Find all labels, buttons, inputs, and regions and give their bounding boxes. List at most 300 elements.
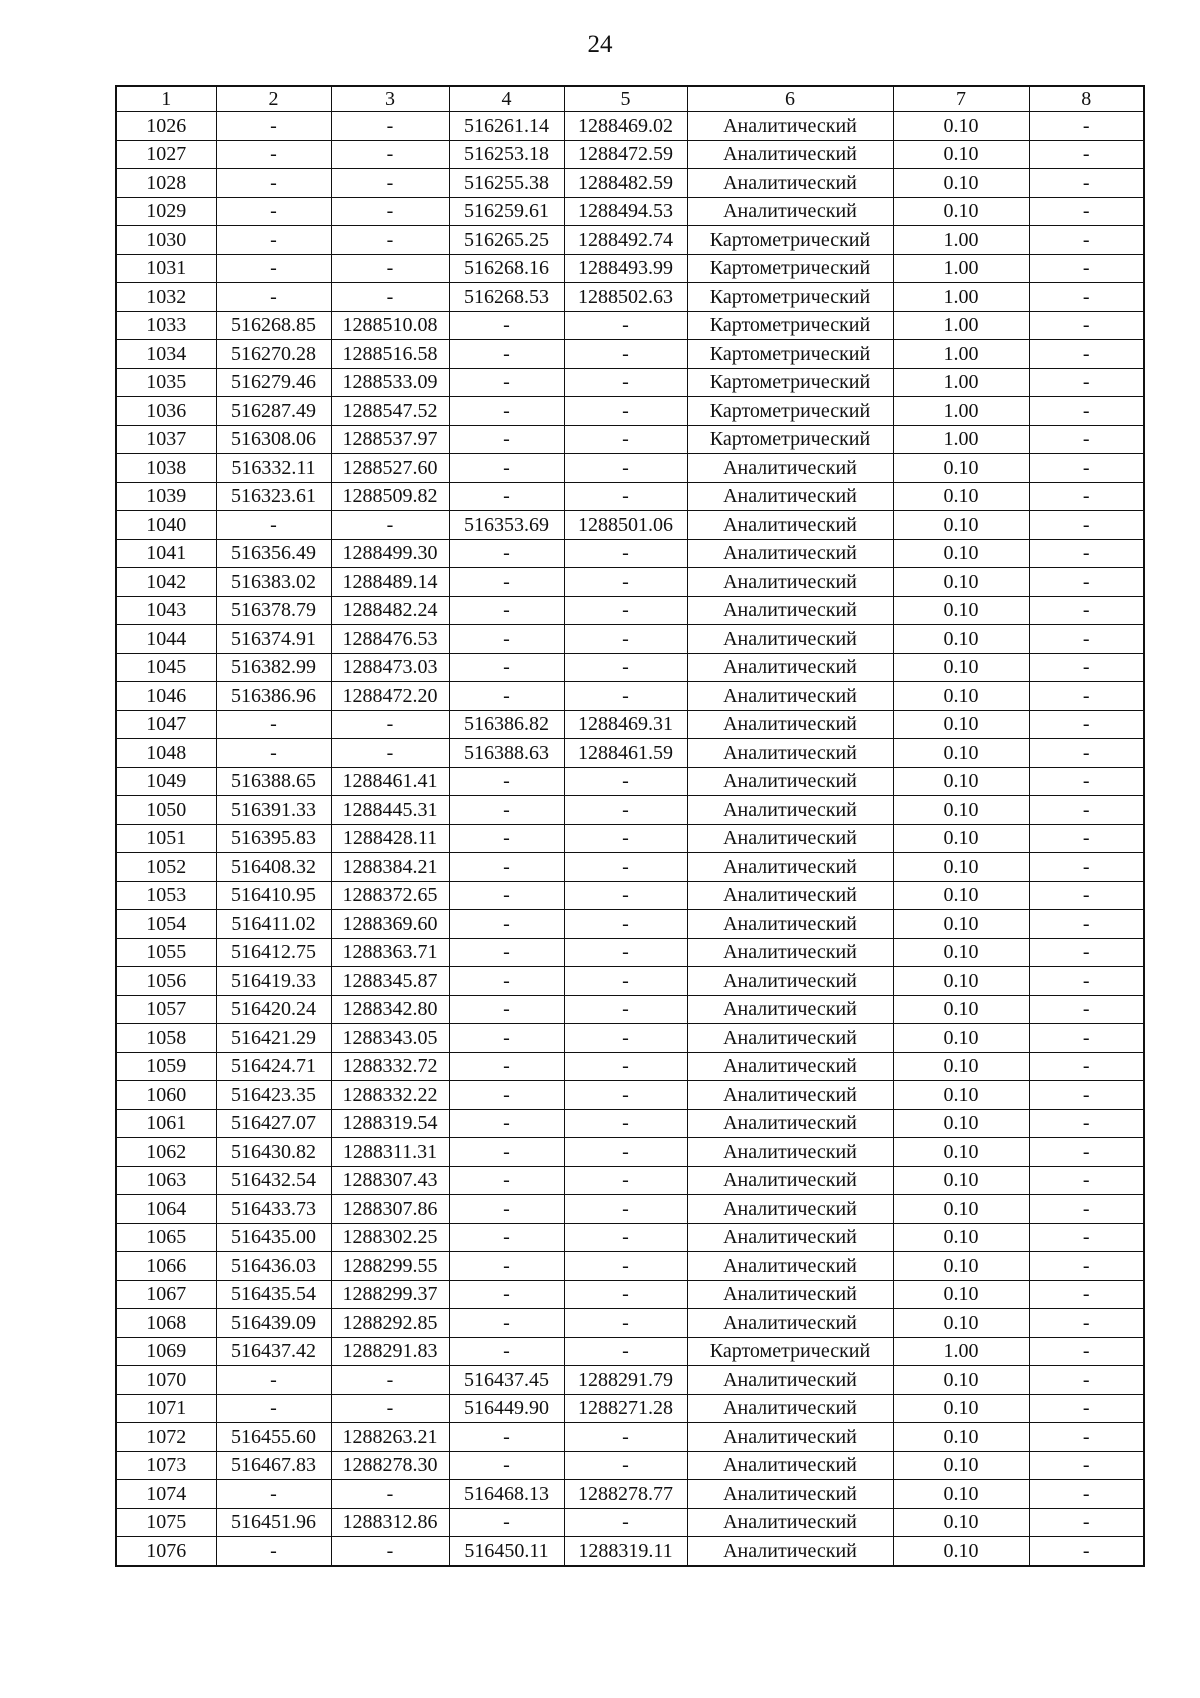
- table-cell: 1044: [116, 625, 216, 654]
- table-cell: 1288319.11: [564, 1537, 687, 1566]
- table-cell: 0.10: [893, 1423, 1029, 1452]
- table-cell: -: [1029, 226, 1144, 255]
- table-cell: -: [564, 340, 687, 369]
- table-cell: -: [1029, 653, 1144, 682]
- table-cell: -: [216, 1394, 331, 1423]
- table-cell: -: [331, 1366, 449, 1395]
- table-cell: Аналитический: [687, 1394, 893, 1423]
- table-cell: 516433.73: [216, 1195, 331, 1224]
- table-cell: -: [449, 397, 564, 426]
- table-cell: 1038: [116, 454, 216, 483]
- table-cell: 0.10: [893, 881, 1029, 910]
- table-cell: -: [449, 1109, 564, 1138]
- table-cell: 516308.06: [216, 425, 331, 454]
- table-body: [116, 112, 1144, 1566]
- table-row: [116, 568, 1144, 597]
- table-cell: 516450.11: [449, 1537, 564, 1566]
- table-cell: -: [449, 596, 564, 625]
- table-cell: 0.10: [893, 739, 1029, 768]
- table-cell: -: [1029, 739, 1144, 768]
- table-cell: -: [564, 596, 687, 625]
- table-cell: 0.10: [893, 1451, 1029, 1480]
- table-cell: -: [564, 1052, 687, 1081]
- table-cell: 1068: [116, 1309, 216, 1338]
- table-cell: 1075: [116, 1508, 216, 1537]
- table-row: [116, 796, 1144, 825]
- table-cell: -: [1029, 283, 1144, 312]
- table-cell: -: [1029, 1223, 1144, 1252]
- table-cell: -: [449, 1223, 564, 1252]
- table-cell: Аналитический: [687, 1195, 893, 1224]
- table-cell: 516279.46: [216, 368, 331, 397]
- table-cell: -: [1029, 1451, 1144, 1480]
- table-cell: -: [1029, 1537, 1144, 1566]
- table-cell: 516421.29: [216, 1024, 331, 1053]
- table-cell: -: [1029, 710, 1144, 739]
- table-cell: 1058: [116, 1024, 216, 1053]
- table-cell: 1288332.22: [331, 1081, 449, 1110]
- table-cell: 1288461.59: [564, 739, 687, 768]
- table-cell: -: [564, 881, 687, 910]
- table-cell: 1037: [116, 425, 216, 454]
- table-cell: 516356.49: [216, 539, 331, 568]
- table-cell: -: [449, 568, 564, 597]
- table-cell: Аналитический: [687, 511, 893, 540]
- table-cell: -: [1029, 881, 1144, 910]
- table-cell: 1065: [116, 1223, 216, 1252]
- table-cell: -: [1029, 938, 1144, 967]
- table-cell: -: [1029, 1081, 1144, 1110]
- table-cell: 1.00: [893, 226, 1029, 255]
- table-cell: -: [1029, 340, 1144, 369]
- table-cell: 1288372.65: [331, 881, 449, 910]
- table-row: [116, 967, 1144, 996]
- table-cell: 1041: [116, 539, 216, 568]
- table-cell: -: [216, 1537, 331, 1566]
- table-row: [116, 767, 1144, 796]
- table-row: [116, 625, 1144, 654]
- table-cell: 516468.13: [449, 1480, 564, 1509]
- table-cell: 1.00: [893, 1337, 1029, 1366]
- table-cell: Аналитический: [687, 853, 893, 882]
- table-cell: -: [1029, 1508, 1144, 1537]
- table-cell: Аналитический: [687, 1223, 893, 1252]
- table-row: [116, 340, 1144, 369]
- table-cell: -: [564, 1337, 687, 1366]
- table-cell: -: [1029, 311, 1144, 340]
- table-cell: 0.10: [893, 1223, 1029, 1252]
- table-cell: 1039: [116, 482, 216, 511]
- table-cell: -: [564, 1309, 687, 1338]
- table-row: [116, 1309, 1144, 1338]
- table-cell: -: [1029, 995, 1144, 1024]
- table-cell: 1288461.41: [331, 767, 449, 796]
- table-cell: 1063: [116, 1166, 216, 1195]
- table-cell: 1288312.86: [331, 1508, 449, 1537]
- table-cell: 1288510.08: [331, 311, 449, 340]
- column-header-6: 6: [687, 86, 893, 112]
- table-row: [116, 653, 1144, 682]
- table-row: [116, 1166, 1144, 1195]
- table-cell: -: [449, 1024, 564, 1053]
- table-cell: -: [1029, 625, 1144, 654]
- table-cell: 1288292.85: [331, 1309, 449, 1338]
- table-cell: -: [564, 482, 687, 511]
- table-cell: Аналитический: [687, 625, 893, 654]
- table-cell: 1288473.03: [331, 653, 449, 682]
- table-row: [116, 140, 1144, 169]
- table-cell: -: [1029, 682, 1144, 711]
- table-cell: -: [449, 1166, 564, 1195]
- table-cell: 0.10: [893, 1138, 1029, 1167]
- table-cell: -: [1029, 1280, 1144, 1309]
- table-cell: Картометрический: [687, 340, 893, 369]
- table-cell: 516378.79: [216, 596, 331, 625]
- table-cell: Аналитический: [687, 1280, 893, 1309]
- table-cell: 0.10: [893, 1109, 1029, 1138]
- table-cell: 0.10: [893, 767, 1029, 796]
- table-cell: 516427.07: [216, 1109, 331, 1138]
- table-cell: Картометрический: [687, 397, 893, 426]
- table-row: [116, 995, 1144, 1024]
- table-cell: 1.00: [893, 311, 1029, 340]
- table-cell: 0.10: [893, 1195, 1029, 1224]
- table-row: [116, 454, 1144, 483]
- table-cell: -: [564, 1109, 687, 1138]
- table-cell: 0.10: [893, 1537, 1029, 1566]
- table-cell: 516451.96: [216, 1508, 331, 1537]
- table-cell: -: [1029, 511, 1144, 540]
- table-cell: -: [1029, 568, 1144, 597]
- table-cell: -: [216, 1480, 331, 1509]
- table-row: [116, 425, 1144, 454]
- table-cell: 516395.83: [216, 824, 331, 853]
- table-row: [116, 1451, 1144, 1480]
- table-cell: 1036: [116, 397, 216, 426]
- table-cell: 516353.69: [449, 511, 564, 540]
- table-row: [116, 1109, 1144, 1138]
- table-cell: -: [564, 995, 687, 1024]
- table-cell: 1288369.60: [331, 910, 449, 939]
- table-cell: -: [449, 995, 564, 1024]
- table-row: [116, 511, 1144, 540]
- table-cell: -: [331, 254, 449, 283]
- table-cell: -: [449, 767, 564, 796]
- table-cell: 1047: [116, 710, 216, 739]
- table-cell: Аналитический: [687, 1366, 893, 1395]
- table-cell: 1288509.82: [331, 482, 449, 511]
- table-cell: Аналитический: [687, 1081, 893, 1110]
- table-cell: 1288502.63: [564, 283, 687, 312]
- table-cell: 0.10: [893, 1394, 1029, 1423]
- table-cell: 1040: [116, 511, 216, 540]
- table-cell: 1288469.31: [564, 710, 687, 739]
- table-row: [116, 881, 1144, 910]
- table-cell: 516423.35: [216, 1081, 331, 1110]
- table-cell: 1076: [116, 1537, 216, 1566]
- table-cell: Аналитический: [687, 140, 893, 169]
- table-cell: 516430.82: [216, 1138, 331, 1167]
- table-cell: 1049: [116, 767, 216, 796]
- table-cell: 1032: [116, 283, 216, 312]
- table-cell: -: [564, 853, 687, 882]
- table-cell: -: [564, 568, 687, 597]
- table-cell: 1288271.28: [564, 1394, 687, 1423]
- table-cell: 516383.02: [216, 568, 331, 597]
- table-row: [116, 596, 1144, 625]
- table-cell: -: [449, 824, 564, 853]
- table-cell: 516386.96: [216, 682, 331, 711]
- table-row: [116, 682, 1144, 711]
- table-cell: -: [1029, 254, 1144, 283]
- table-cell: -: [449, 425, 564, 454]
- table-cell: 516419.33: [216, 967, 331, 996]
- table-cell: -: [1029, 967, 1144, 996]
- table-cell: -: [564, 454, 687, 483]
- table-row: [116, 1052, 1144, 1081]
- table-cell: -: [564, 368, 687, 397]
- table-cell: 1053: [116, 881, 216, 910]
- table-row: [116, 283, 1144, 312]
- table-cell: 516437.42: [216, 1337, 331, 1366]
- table-cell: -: [1029, 539, 1144, 568]
- table-cell: 0.10: [893, 112, 1029, 141]
- table-cell: 1045: [116, 653, 216, 682]
- table-cell: 0.10: [893, 682, 1029, 711]
- table-cell: -: [216, 511, 331, 540]
- table-cell: -: [449, 653, 564, 682]
- table-cell: 0.10: [893, 625, 1029, 654]
- table-cell: Аналитический: [687, 1252, 893, 1281]
- table-cell: Аналитический: [687, 1480, 893, 1509]
- table-cell: 0.10: [893, 539, 1029, 568]
- table-cell: 516439.09: [216, 1309, 331, 1338]
- table-cell: -: [564, 796, 687, 825]
- table-cell: -: [449, 1195, 564, 1224]
- table-cell: 516388.65: [216, 767, 331, 796]
- table-cell: 1051: [116, 824, 216, 853]
- table-cell: -: [1029, 796, 1144, 825]
- table-cell: -: [216, 140, 331, 169]
- table-cell: -: [564, 1508, 687, 1537]
- table-cell: -: [449, 1423, 564, 1452]
- table-cell: 1052: [116, 853, 216, 882]
- table-cell: 516386.82: [449, 710, 564, 739]
- table-row: [116, 739, 1144, 768]
- table-row: [116, 226, 1144, 255]
- table-row: [116, 1337, 1144, 1366]
- table-cell: Аналитический: [687, 938, 893, 967]
- table-cell: -: [449, 853, 564, 882]
- table-cell: Аналитический: [687, 197, 893, 226]
- table-row: [116, 938, 1144, 967]
- table-cell: 1073: [116, 1451, 216, 1480]
- table-cell: Аналитический: [687, 910, 893, 939]
- table-row: [116, 1394, 1144, 1423]
- table-cell: 1288489.14: [331, 568, 449, 597]
- table-cell: 0.10: [893, 796, 1029, 825]
- table-row: [116, 1195, 1144, 1224]
- table-cell: -: [1029, 1394, 1144, 1423]
- table-cell: 1288307.43: [331, 1166, 449, 1195]
- table-cell: -: [216, 226, 331, 255]
- table-cell: 516412.75: [216, 938, 331, 967]
- table-cell: 516287.49: [216, 397, 331, 426]
- table-row: [116, 1366, 1144, 1395]
- table-cell: -: [449, 368, 564, 397]
- table-cell: 516467.83: [216, 1451, 331, 1480]
- table-cell: 1288499.30: [331, 539, 449, 568]
- table-cell: 1043: [116, 596, 216, 625]
- table-cell: 1288537.97: [331, 425, 449, 454]
- table-cell: 516455.60: [216, 1423, 331, 1452]
- table-cell: 0.10: [893, 596, 1029, 625]
- table-cell: -: [564, 425, 687, 454]
- table-cell: -: [564, 1081, 687, 1110]
- table-cell: 1288494.53: [564, 197, 687, 226]
- table-cell: 1034: [116, 340, 216, 369]
- table-cell: -: [1029, 596, 1144, 625]
- coordinates-table: [115, 85, 1145, 1567]
- table-cell: Картометрический: [687, 425, 893, 454]
- table-cell: -: [564, 1195, 687, 1224]
- table-cell: -: [331, 140, 449, 169]
- table-cell: -: [1029, 1337, 1144, 1366]
- table-row: [116, 824, 1144, 853]
- table-cell: 0.10: [893, 1252, 1029, 1281]
- table-cell: 1288492.74: [564, 226, 687, 255]
- table-row: [116, 311, 1144, 340]
- table-cell: 1035: [116, 368, 216, 397]
- table-cell: 1288302.25: [331, 1223, 449, 1252]
- table-cell: -: [449, 1508, 564, 1537]
- table-cell: -: [1029, 454, 1144, 483]
- table-cell: Аналитический: [687, 967, 893, 996]
- table-cell: 1288469.02: [564, 112, 687, 141]
- table-cell: 1288319.54: [331, 1109, 449, 1138]
- table-cell: 0.10: [893, 482, 1029, 511]
- table-cell: 0.10: [893, 1309, 1029, 1338]
- table-cell: -: [331, 112, 449, 141]
- table-cell: -: [1029, 425, 1144, 454]
- table-cell: 516268.53: [449, 283, 564, 312]
- table-cell: 0.10: [893, 995, 1029, 1024]
- table-cell: -: [449, 910, 564, 939]
- table-cell: 1288445.31: [331, 796, 449, 825]
- column-header-2: 2: [216, 86, 331, 112]
- table-cell: -: [564, 767, 687, 796]
- table-row: [116, 1252, 1144, 1281]
- table-row: [116, 1423, 1144, 1452]
- table-cell: -: [1029, 140, 1144, 169]
- table-cell: 516435.00: [216, 1223, 331, 1252]
- table-cell: 0.10: [893, 1280, 1029, 1309]
- table-cell: 1288384.21: [331, 853, 449, 882]
- table-cell: 516420.24: [216, 995, 331, 1024]
- table-row: [116, 1223, 1144, 1252]
- table-cell: Аналитический: [687, 1309, 893, 1338]
- table-cell: 516435.54: [216, 1280, 331, 1309]
- table-cell: -: [216, 197, 331, 226]
- table-cell: 1062: [116, 1138, 216, 1167]
- table-cell: Аналитический: [687, 169, 893, 198]
- table-cell: 0.10: [893, 938, 1029, 967]
- table-cell: -: [449, 1451, 564, 1480]
- table-cell: -: [331, 739, 449, 768]
- table-row: [116, 254, 1144, 283]
- table-cell: 1057: [116, 995, 216, 1024]
- table-cell: 0.10: [893, 1166, 1029, 1195]
- table-cell: 1.00: [893, 368, 1029, 397]
- table-cell: 516261.14: [449, 112, 564, 141]
- page-number: 24: [587, 31, 613, 58]
- table-cell: 1030: [116, 226, 216, 255]
- table-row: [116, 197, 1144, 226]
- table-cell: Аналитический: [687, 1423, 893, 1452]
- table-row: [116, 482, 1144, 511]
- table-cell: -: [331, 511, 449, 540]
- table-cell: 1288278.30: [331, 1451, 449, 1480]
- table-cell: 516411.02: [216, 910, 331, 939]
- table-cell: -: [1029, 1195, 1144, 1224]
- table-cell: -: [1029, 910, 1144, 939]
- table-cell: 1288278.77: [564, 1480, 687, 1509]
- table-row: [116, 169, 1144, 198]
- table-cell: 516408.32: [216, 853, 331, 882]
- table-cell: -: [564, 653, 687, 682]
- table-cell: 1046: [116, 682, 216, 711]
- table-cell: Картометрический: [687, 368, 893, 397]
- table-cell: 1027: [116, 140, 216, 169]
- table-cell: 1288363.71: [331, 938, 449, 967]
- table-cell: 516253.18: [449, 140, 564, 169]
- table-cell: 1056: [116, 967, 216, 996]
- table-cell: 1069: [116, 1337, 216, 1366]
- table-cell: -: [564, 1423, 687, 1452]
- table-cell: 1050: [116, 796, 216, 825]
- table-cell: 516432.54: [216, 1166, 331, 1195]
- table-cell: Аналитический: [687, 1451, 893, 1480]
- table-cell: 516437.45: [449, 1366, 564, 1395]
- column-header-7: 7: [893, 86, 1029, 112]
- table-row: [116, 1024, 1144, 1053]
- table-cell: 1059: [116, 1052, 216, 1081]
- table-cell: -: [331, 169, 449, 198]
- table-cell: Аналитический: [687, 710, 893, 739]
- table-cell: -: [449, 881, 564, 910]
- table-row: [116, 910, 1144, 939]
- table-cell: -: [1029, 1166, 1144, 1195]
- table-cell: 1.00: [893, 397, 1029, 426]
- table-cell: 1288493.99: [564, 254, 687, 283]
- table-cell: -: [216, 169, 331, 198]
- table-cell: Картометрический: [687, 283, 893, 312]
- table-cell: 1.00: [893, 283, 1029, 312]
- table-cell: -: [331, 283, 449, 312]
- column-header-3: 3: [331, 86, 449, 112]
- table-cell: Аналитический: [687, 568, 893, 597]
- table-cell: -: [1029, 1138, 1144, 1167]
- table-cell: 0.10: [893, 710, 1029, 739]
- table-cell: 0.10: [893, 1508, 1029, 1537]
- table-cell: -: [331, 197, 449, 226]
- table-cell: 1288547.52: [331, 397, 449, 426]
- table-cell: 516259.61: [449, 197, 564, 226]
- table-cell: -: [564, 539, 687, 568]
- table-cell: -: [331, 1480, 449, 1509]
- table-cell: Аналитический: [687, 995, 893, 1024]
- table-cell: -: [564, 967, 687, 996]
